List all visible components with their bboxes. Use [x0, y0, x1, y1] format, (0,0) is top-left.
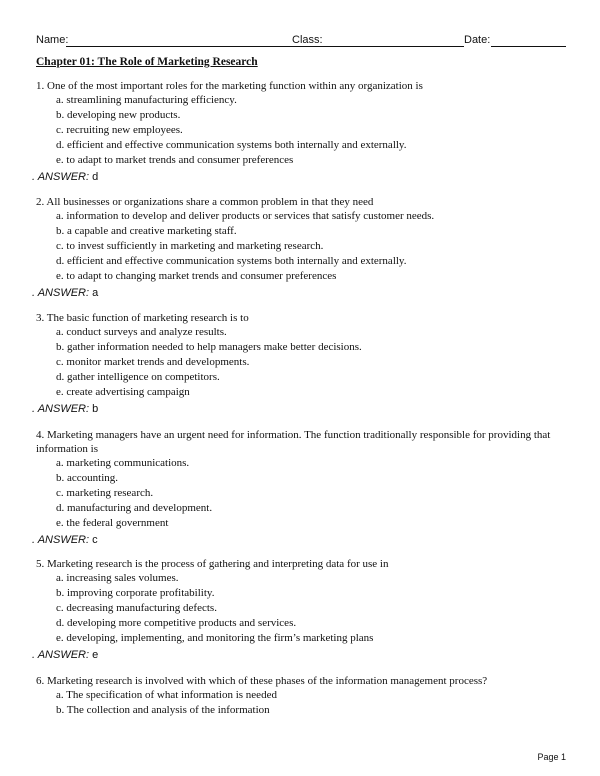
option-a: a. marketing communications. — [56, 457, 190, 469]
option-a: a. streamlining manufacturing efficiency. — [56, 94, 237, 106]
question-stem: 5. Marketing research is the process of gathering and interpreting data for use in — [36, 558, 389, 570]
name-field[interactable] — [66, 46, 324, 47]
chapter-title: Chapter 01: The Role of Marketing Research — [36, 56, 258, 68]
question-4 — [32, 428, 566, 547]
answer-value: e — [92, 649, 99, 661]
class-field[interactable] — [322, 46, 464, 47]
option-d: d. gather intelligence on competitors. — [56, 371, 220, 383]
name-label: Name: — [36, 34, 69, 46]
question-stem: 1. One of the most important roles for the marketing function within any organization is — [36, 80, 423, 92]
question-5 — [32, 557, 566, 662]
date-field[interactable] — [491, 46, 566, 47]
option-b: b. improving corporate profitability. — [56, 587, 215, 599]
option-e: e. to adapt to changing market trends and consumer preferences — [56, 270, 337, 282]
question-2 — [32, 195, 566, 300]
option-e: e. to adapt to market trends and consumer preferences — [56, 154, 294, 166]
question-stem: 6. Marketing research is involved with which of these phases of the information management process? — [36, 675, 488, 687]
date-label: Date: — [464, 34, 491, 46]
option-c: c. decreasing manufacturing defects. — [56, 602, 217, 614]
answer-value: b — [92, 403, 99, 415]
option-a: a. information to develop and deliver products or services that satisfy customer needs. — [56, 210, 435, 222]
question-stem: 2. All businesses or organizations share a common problem in that they need — [36, 196, 374, 208]
answer-line — [32, 286, 566, 300]
answer-label: . ANSWER: — [32, 534, 90, 546]
option-a: a. increasing sales volumes. — [56, 572, 179, 584]
question-stem: 4. Marketing managers have an urgent need for information. The function traditionally responsible for providing that information is — [36, 429, 551, 455]
option-a: a. The specification of what information is needed — [56, 689, 277, 701]
answer-line — [32, 170, 566, 184]
option-e: e. the federal government — [56, 517, 169, 529]
question-6 — [36, 674, 566, 718]
question-1 — [32, 79, 566, 184]
option-b: b. developing new products. — [56, 109, 181, 121]
question-3 — [32, 311, 566, 416]
header-fields — [36, 34, 566, 48]
option-c: c. recruiting new employees. — [56, 124, 183, 136]
answer-value: d — [92, 171, 99, 183]
answer-label: . ANSWER: — [32, 287, 90, 299]
option-e: e. create advertising campaign — [56, 386, 190, 398]
option-d: d. developing more competitive products and services. — [56, 617, 297, 629]
option-e: e. developing, implementing, and monitoring the firm’s marketing plans — [56, 632, 374, 644]
page-number: Page 1 — [537, 752, 566, 762]
answer-label: . ANSWER: — [32, 649, 90, 661]
option-b: b. accounting. — [56, 472, 119, 484]
class-label: Class: — [292, 34, 323, 46]
option-b: b. a capable and creative marketing staff. — [56, 225, 237, 237]
option-c: c. monitor market trends and developments. — [56, 356, 250, 368]
answer-value: c — [92, 534, 98, 546]
answer-line — [32, 648, 566, 662]
answer-line — [32, 533, 566, 547]
option-d: d. efficient and effective communication systems both internally and externally. — [56, 139, 407, 151]
option-b: b. The collection and analysis of the information — [56, 704, 270, 716]
answer-value: a — [92, 287, 99, 299]
option-b: b. gather information needed to help managers make better decisions. — [56, 341, 362, 353]
option-c: c. marketing research. — [56, 487, 154, 499]
answer-label: . ANSWER: — [32, 403, 90, 415]
option-d: d. efficient and effective communication systems both internally and externally. — [56, 255, 407, 267]
option-d: d. manufacturing and development. — [56, 502, 213, 514]
answer-label: . ANSWER: — [32, 171, 90, 183]
option-c: c. to invest sufficiently in marketing and marketing research. — [56, 240, 324, 252]
question-stem: 3. The basic function of marketing research is to — [36, 312, 249, 324]
answer-line — [32, 402, 566, 416]
option-a: a. conduct surveys and analyze results. — [56, 326, 227, 338]
